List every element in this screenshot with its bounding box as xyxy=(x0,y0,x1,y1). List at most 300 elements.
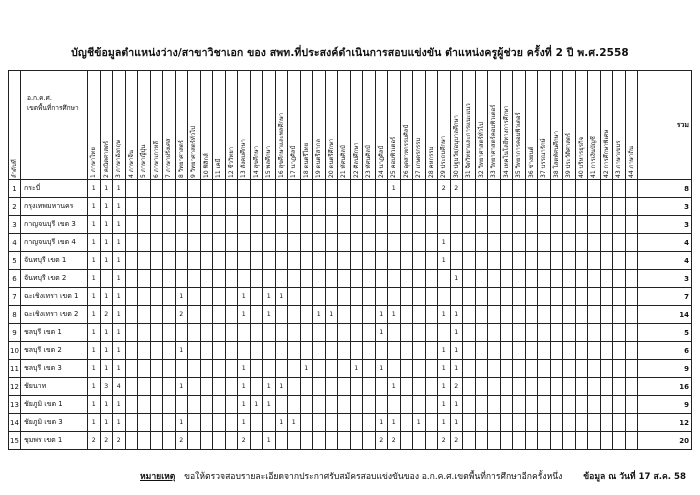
vacancy-cell: 1 xyxy=(113,288,126,306)
vacancy-cell xyxy=(150,360,163,378)
vacancy-cell xyxy=(275,342,288,360)
vacancy-cell xyxy=(388,342,401,360)
vacancy-cell xyxy=(213,288,226,306)
vacancy-cell xyxy=(413,432,426,450)
vacancy-cell: 2 xyxy=(100,306,113,324)
vacancy-cell: 1 xyxy=(450,414,463,432)
vacancy-cell xyxy=(350,216,363,234)
vacancy-cell xyxy=(238,252,251,270)
vacancy-cell: 1 xyxy=(375,360,388,378)
vacancy-cell xyxy=(325,252,338,270)
vacancy-cell xyxy=(250,414,263,432)
vacancy-cell xyxy=(600,234,613,252)
subject-header: 38 โสตทัศนศึกษา xyxy=(550,71,563,180)
vacancy-cell xyxy=(588,270,601,288)
vacancy-cell xyxy=(613,288,626,306)
vacancy-cell xyxy=(563,216,576,234)
vacancy-cell: 1 xyxy=(100,180,113,198)
vacancy-cell xyxy=(500,378,513,396)
vacancy-cell xyxy=(288,288,301,306)
vacancy-cell xyxy=(588,234,601,252)
table-row xyxy=(9,432,692,450)
vacancy-cell xyxy=(250,270,263,288)
vacancy-cell: 1 xyxy=(388,414,401,432)
vacancy-cell xyxy=(288,234,301,252)
subject-header: 35 วิทยาการคอมพิวเตอร์ xyxy=(513,71,526,180)
vacancy-cell xyxy=(350,252,363,270)
vacancy-cell xyxy=(550,396,563,414)
vacancy-cell xyxy=(150,414,163,432)
vacancy-cell xyxy=(188,342,201,360)
vacancy-cell xyxy=(313,396,326,414)
vacancy-cell xyxy=(225,234,238,252)
vacancy-cell xyxy=(150,432,163,450)
vacancy-cell xyxy=(525,306,538,324)
vacancy-cell xyxy=(525,216,538,234)
vacancy-cell xyxy=(225,396,238,414)
vacancy-cell xyxy=(588,324,601,342)
vacancy-cell xyxy=(563,252,576,270)
vacancy-cell xyxy=(188,288,201,306)
subject-header: 4 ภาษาจีน xyxy=(125,71,138,180)
vacancy-cell xyxy=(500,288,513,306)
vacancy-cell xyxy=(588,378,601,396)
table-row xyxy=(9,378,692,396)
vacancy-cell xyxy=(338,360,351,378)
vacancy-cell: 1 xyxy=(438,396,451,414)
vacancy-cell xyxy=(425,198,438,216)
vacancy-cell xyxy=(300,270,313,288)
subject-header: 31 จิตวิทยาและการแนะแนว xyxy=(463,71,476,180)
vacancy-cell xyxy=(188,360,201,378)
vacancy-cell xyxy=(563,180,576,198)
subject-header: 9 วิทยาศาสตร์ทั่วไป xyxy=(188,71,201,180)
vacancy-cell xyxy=(125,342,138,360)
vacancy-cell xyxy=(463,252,476,270)
vacancy-cell xyxy=(313,324,326,342)
vacancy-cell: 1 xyxy=(88,378,101,396)
table-row xyxy=(9,252,692,270)
vacancy-cell xyxy=(213,198,226,216)
vacancy-cell xyxy=(538,270,551,288)
vacancy-cell: 1 xyxy=(450,324,463,342)
vacancy-cell xyxy=(138,216,151,234)
subject-header: 30 ปฐมวัย/อนุบาลศึกษา xyxy=(450,71,463,180)
vacancy-cell xyxy=(400,414,413,432)
vacancy-cell xyxy=(625,414,638,432)
vacancy-cell: 1 xyxy=(100,288,113,306)
vacancy-cell xyxy=(488,216,501,234)
vacancy-cell xyxy=(350,432,363,450)
vacancy-cell: 1 xyxy=(88,306,101,324)
vacancy-cell xyxy=(213,324,226,342)
vacancy-cell xyxy=(200,234,213,252)
subject-header: 18 ดนตรีไทย xyxy=(300,71,313,180)
vacancy-cell xyxy=(575,306,588,324)
vacancy-cell xyxy=(300,378,313,396)
vacancy-cell xyxy=(175,360,188,378)
vacancy-cell xyxy=(363,342,376,360)
vacancy-cell xyxy=(463,234,476,252)
vacancy-cell xyxy=(275,396,288,414)
vacancy-cell xyxy=(300,342,313,360)
vacancy-cell xyxy=(213,432,226,450)
vacancy-cell xyxy=(550,216,563,234)
vacancy-cell xyxy=(500,306,513,324)
vacancy-cell: 1 xyxy=(113,414,126,432)
vacancy-cell: 2 xyxy=(388,432,401,450)
vacancy-cell: 1 xyxy=(238,396,251,414)
vacancy-cell xyxy=(438,216,451,234)
vacancy-cell xyxy=(400,378,413,396)
vacancy-cell xyxy=(263,360,276,378)
vacancy-cell xyxy=(475,360,488,378)
vacancy-cell: 1 xyxy=(175,414,188,432)
vacancy-cell: 1 xyxy=(88,360,101,378)
row-total: 5 xyxy=(638,324,692,342)
vacancy-cell xyxy=(625,216,638,234)
table-row xyxy=(9,342,692,360)
vacancy-cell xyxy=(388,252,401,270)
vacancy-cell xyxy=(213,270,226,288)
vacancy-cell xyxy=(225,324,238,342)
vacancy-cell xyxy=(588,216,601,234)
vacancy-cell xyxy=(375,288,388,306)
vacancy-cell: 1 xyxy=(375,306,388,324)
vacancy-cell: 1 xyxy=(100,234,113,252)
vacancy-cell xyxy=(600,324,613,342)
table-row xyxy=(9,324,692,342)
subject-header: 19 ดนตรีสากล xyxy=(313,71,326,180)
vacancy-cell xyxy=(175,180,188,198)
vacancy-cell xyxy=(338,270,351,288)
vacancy-cell xyxy=(600,270,613,288)
vacancy-cell xyxy=(475,432,488,450)
vacancy-cell xyxy=(350,378,363,396)
vacancy-cell xyxy=(213,378,226,396)
vacancy-cell: 1 xyxy=(450,342,463,360)
vacancy-cell xyxy=(300,414,313,432)
vacancy-cell xyxy=(513,198,526,216)
row-number: 3 xyxy=(9,216,21,234)
vacancy-cell xyxy=(575,414,588,432)
vacancy-cell xyxy=(588,342,601,360)
vacancy-cell xyxy=(438,324,451,342)
table-body xyxy=(9,180,692,450)
vacancy-cell xyxy=(625,306,638,324)
vacancy-cell: 1 xyxy=(175,342,188,360)
vacancy-cell xyxy=(200,198,213,216)
vacancy-cell xyxy=(550,432,563,450)
vacancy-cell xyxy=(300,216,313,234)
vacancy-cell xyxy=(213,180,226,198)
vacancy-cell xyxy=(250,342,263,360)
vacancy-cell: 1 xyxy=(113,198,126,216)
vacancy-cell xyxy=(138,270,151,288)
vacancy-cell: 1 xyxy=(388,378,401,396)
vacancy-cell xyxy=(550,180,563,198)
vacancy-cell xyxy=(163,324,176,342)
vacancy-cell xyxy=(475,234,488,252)
subject-header: 17 นาฏศิลป์ xyxy=(288,71,301,180)
vacancy-cell xyxy=(500,252,513,270)
vacancy-cell xyxy=(625,288,638,306)
vacancy-cell xyxy=(575,216,588,234)
vacancy-cell xyxy=(538,180,551,198)
area-name: จันทบุรี เขต 1 xyxy=(21,252,88,270)
row-number: 8 xyxy=(9,306,21,324)
vacancy-cell xyxy=(363,180,376,198)
vacancy-cell xyxy=(338,342,351,360)
vacancy-cell xyxy=(225,414,238,432)
vacancy-cell xyxy=(538,216,551,234)
row-total: 4 xyxy=(638,252,692,270)
vacancy-cell xyxy=(413,198,426,216)
vacancy-cell xyxy=(625,432,638,450)
vacancy-cell xyxy=(513,378,526,396)
vacancy-cell xyxy=(475,324,488,342)
vacancy-cell xyxy=(200,360,213,378)
vacancy-cell xyxy=(375,378,388,396)
vacancy-cell xyxy=(525,288,538,306)
subject-header: 32 วิทยาศาสตร์ทั่วไป xyxy=(475,71,488,180)
vacancy-cell: 1 xyxy=(100,360,113,378)
vacancy-cell xyxy=(150,198,163,216)
vacancy-cell xyxy=(563,270,576,288)
vacancy-cell xyxy=(313,360,326,378)
vacancy-cell xyxy=(200,414,213,432)
vacancy-cell xyxy=(613,216,626,234)
vacancy-cell xyxy=(250,432,263,450)
vacancy-cell xyxy=(563,306,576,324)
vacancy-cell xyxy=(513,396,526,414)
vacancy-cell xyxy=(338,288,351,306)
table-row xyxy=(9,234,692,252)
vacancy-cell xyxy=(513,270,526,288)
vacancy-cell xyxy=(375,252,388,270)
row-total: 7 xyxy=(638,288,692,306)
subject-header: 21 ทัศนศิลป์ xyxy=(338,71,351,180)
vacancy-cell xyxy=(363,414,376,432)
vacancy-cell xyxy=(600,360,613,378)
subject-header: 33 วิทยาศาสตร์คอมพิวเตอร์ xyxy=(488,71,501,180)
vacancy-cell xyxy=(175,216,188,234)
vacancy-cell xyxy=(513,234,526,252)
vacancy-cell xyxy=(313,234,326,252)
vacancy-cell xyxy=(400,342,413,360)
vacancy-cell xyxy=(388,198,401,216)
vacancy-cell: 1 xyxy=(100,342,113,360)
vacancy-cell xyxy=(250,252,263,270)
vacancy-cell: 1 xyxy=(88,270,101,288)
vacancy-cell xyxy=(288,180,301,198)
row-number: 2 xyxy=(9,198,21,216)
vacancy-cell xyxy=(213,306,226,324)
vacancy-cell xyxy=(275,270,288,288)
vacancy-cell: 1 xyxy=(438,378,451,396)
row-number: 5 xyxy=(9,252,21,270)
table-row xyxy=(9,198,692,216)
vacancy-cell: 2 xyxy=(438,432,451,450)
subject-header: 27 เกษตรกรรม xyxy=(413,71,426,180)
vacancy-cell xyxy=(225,432,238,450)
vacancy-cell xyxy=(575,324,588,342)
vacancy-cell xyxy=(450,198,463,216)
vacancy-cell xyxy=(338,252,351,270)
vacancy-cell xyxy=(588,396,601,414)
vacancy-cell xyxy=(588,252,601,270)
vacancy-cell: 2 xyxy=(450,180,463,198)
vacancy-cell xyxy=(175,234,188,252)
vacancy-cell xyxy=(288,324,301,342)
vacancy-cell xyxy=(575,396,588,414)
vacancy-cell xyxy=(538,432,551,450)
vacancy-cell xyxy=(200,252,213,270)
vacancy-cell xyxy=(163,288,176,306)
subject-header: 42 การศึกษาพิเศษ xyxy=(600,71,613,180)
vacancy-cell xyxy=(125,306,138,324)
table-row xyxy=(9,414,692,432)
vacancy-cell xyxy=(313,252,326,270)
vacancy-cell xyxy=(463,306,476,324)
vacancy-cell xyxy=(625,234,638,252)
vacancy-cell xyxy=(213,252,226,270)
vacancy-cell xyxy=(275,360,288,378)
vacancy-cell xyxy=(288,396,301,414)
vacancy-cell xyxy=(438,198,451,216)
table-row xyxy=(9,180,692,198)
vacancy-cell xyxy=(325,198,338,216)
vacancy-cell xyxy=(425,252,438,270)
vacancy-cell xyxy=(600,216,613,234)
vacancy-cell xyxy=(575,270,588,288)
vacancy-cell xyxy=(138,198,151,216)
vacancy-cell xyxy=(100,270,113,288)
vacancy-cell: 1 xyxy=(100,396,113,414)
vacancy-cell xyxy=(588,306,601,324)
vacancy-cell xyxy=(600,252,613,270)
vacancy-cell: 1 xyxy=(88,216,101,234)
vacancy-cell xyxy=(150,234,163,252)
vacancy-cell xyxy=(625,198,638,216)
vacancy-cell xyxy=(400,216,413,234)
vacancy-cell xyxy=(475,342,488,360)
subject-header: 11 เคมี xyxy=(213,71,226,180)
vacancy-cell xyxy=(313,432,326,450)
vacancy-cell xyxy=(313,270,326,288)
area-name: กาญจนบุรี เขต 4 xyxy=(21,234,88,252)
vacancy-cell xyxy=(575,198,588,216)
vacancy-cell xyxy=(600,342,613,360)
vacancy-cell: 1 xyxy=(438,360,451,378)
vacancy-cell xyxy=(513,324,526,342)
vacancy-cell: 1 xyxy=(413,414,426,432)
row-total: 8 xyxy=(638,180,692,198)
vacancy-cell xyxy=(350,396,363,414)
vacancy-table xyxy=(8,70,692,450)
vacancy-cell xyxy=(338,396,351,414)
vacancy-cell: 1 xyxy=(275,414,288,432)
vacancy-cell xyxy=(613,306,626,324)
vacancy-cell: 1 xyxy=(238,306,251,324)
vacancy-cell xyxy=(613,324,626,342)
vacancy-cell xyxy=(500,234,513,252)
vacancy-cell xyxy=(475,378,488,396)
note-text: ขอให้ตรวจสอบรายละเอียดจากประกาศรับสมัครสอบแข่งขันของ อ.ก.ค.ศ.เขตพื้นที่การศึกษาอีกครั้งหนึ่ง xyxy=(184,472,563,482)
vacancy-cell xyxy=(175,270,188,288)
vacancy-cell xyxy=(225,270,238,288)
vacancy-cell: 1 xyxy=(113,252,126,270)
vacancy-cell xyxy=(600,432,613,450)
vacancy-cell xyxy=(200,180,213,198)
vacancy-cell xyxy=(425,324,438,342)
vacancy-cell xyxy=(350,180,363,198)
vacancy-cell xyxy=(275,324,288,342)
vacancy-cell xyxy=(288,198,301,216)
vacancy-cell xyxy=(625,342,638,360)
vacancy-cell xyxy=(300,234,313,252)
vacancy-cell xyxy=(538,288,551,306)
vacancy-cell xyxy=(263,216,276,234)
vacancy-cell xyxy=(413,306,426,324)
vacancy-cell xyxy=(413,252,426,270)
vacancy-cell xyxy=(138,396,151,414)
vacancy-cell xyxy=(500,396,513,414)
vacancy-cell: 1 xyxy=(288,414,301,432)
vacancy-cell xyxy=(313,288,326,306)
table-row xyxy=(9,216,692,234)
vacancy-cell xyxy=(150,252,163,270)
vacancy-cell xyxy=(225,198,238,216)
vacancy-cell: 1 xyxy=(100,414,113,432)
vacancy-cell xyxy=(138,306,151,324)
vacancy-cell xyxy=(275,306,288,324)
vacancy-cell xyxy=(400,180,413,198)
subject-header: 39 ประวัติศาสตร์ xyxy=(563,71,576,180)
vacancy-cell xyxy=(238,180,251,198)
row-total: 20 xyxy=(638,432,692,450)
vacancy-cell xyxy=(563,342,576,360)
vacancy-cell: 1 xyxy=(100,198,113,216)
vacancy-cell xyxy=(425,342,438,360)
vacancy-cell xyxy=(488,270,501,288)
vacancy-cell xyxy=(513,306,526,324)
vacancy-cell xyxy=(388,360,401,378)
vacancy-cell xyxy=(138,180,151,198)
vacancy-cell xyxy=(525,360,538,378)
vacancy-cell xyxy=(575,360,588,378)
vacancy-cell xyxy=(613,396,626,414)
vacancy-cell xyxy=(550,378,563,396)
vacancy-cell xyxy=(150,180,163,198)
vacancy-cell xyxy=(225,360,238,378)
vacancy-cell xyxy=(613,180,626,198)
vacancy-cell xyxy=(375,180,388,198)
total-header: รวม xyxy=(638,71,692,180)
seq-header: ลำดับที่ xyxy=(9,71,21,180)
vacancy-cell xyxy=(400,234,413,252)
vacancy-cell xyxy=(163,360,176,378)
vacancy-cell xyxy=(463,360,476,378)
vacancy-cell: 2 xyxy=(375,432,388,450)
vacancy-cell xyxy=(325,324,338,342)
vacancy-cell xyxy=(325,180,338,198)
vacancy-cell xyxy=(463,180,476,198)
subject-header: 7 ภาษาฝรั่งเศส xyxy=(163,71,176,180)
vacancy-cell xyxy=(350,414,363,432)
vacancy-cell xyxy=(475,396,488,414)
row-total: 3 xyxy=(638,216,692,234)
